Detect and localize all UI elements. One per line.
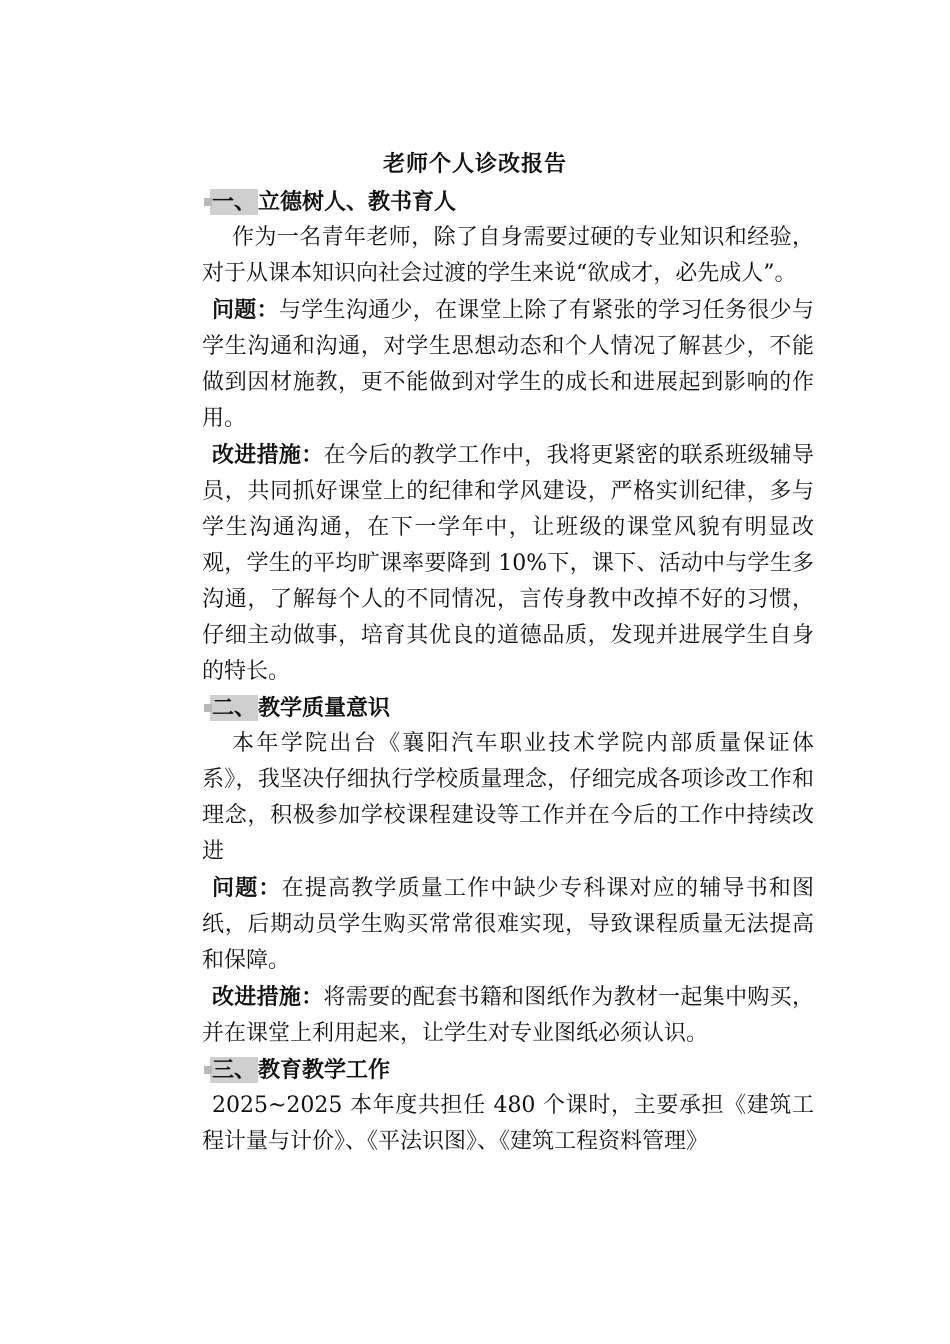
section-number: 二、: [212, 695, 257, 721]
heading-marker-icon: [204, 704, 212, 712]
section-heading-text: 立德树人、教书育人: [258, 189, 457, 215]
heading-marker-icon: [204, 1066, 212, 1074]
problem-label: 问题：: [212, 297, 279, 323]
problem-label: 问题：: [212, 875, 282, 901]
section-heading-2: [210, 690, 814, 726]
section-intro: 本年学院出台《襄阳汽车职业技术学院内部质量保证体系》，我坚决仔细执行学校质量理念，仔细完成各项诊改工作和理念，积极参加学校课程建设等工作并在今后的工作中持续改进: [202, 731, 814, 864]
measure-label: 改进措施：: [212, 984, 324, 1010]
measure-text: 将需要的配套书籍和图纸作为教材一起集中购买，并在课堂上利用起来，让学生对专业图纸必须认识。: [202, 985, 814, 1046]
problem-text: 在提高教学质量工作中缺少专科课对应的辅导书和图纸，后期动员学生购买常常很难实现，导致课程质量无法提高和保障。: [202, 876, 814, 973]
document-body: [202, 184, 814, 1160]
measure-label: 改进措施：: [212, 442, 324, 468]
section-intro: 作为一名青年老师，除了自身需要过硬的专业知识和经验，对于从课本知识向社会过渡的学生来说“欲成才，必先成人”。: [202, 225, 814, 286]
measure-text: 在今后的教学工作中，我将更紧密的联系班级辅导员，共同抓好课堂上的纪律和学风建设，严格实训纪律，多与学生沟通沟通，在下一学年中，让班级的课堂风貌有明显改观，学生的平均旷课率要降到 10%下，课下、活动中与学生多沟通，了解每个人的不同情况，言传身教中改掉不好的习惯，仔细主动做事，培育其优良的道德品质，发现并进展学生自身的特长。: [202, 443, 814, 684]
section-heading-text: 教学质量意识: [258, 695, 391, 721]
section-heading-3: [210, 1052, 814, 1088]
measure-paragraph: [202, 979, 814, 1052]
section-heading-1: [210, 184, 814, 220]
problem-paragraph: [202, 292, 814, 437]
document-title: 老师个人诊改报告: [382, 151, 567, 177]
section-number: 一、: [212, 189, 257, 215]
section-intro: 2025~2025 本年度共担任 480 个课时，主要承担《建筑工程计量与计价》、《平法识图》、《建筑工程资料管理》: [202, 1093, 814, 1154]
problem-paragraph: [202, 870, 814, 979]
heading-marker-icon: [204, 198, 212, 206]
measure-paragraph: [202, 437, 814, 690]
problem-text: 与学生沟通少，在课堂上除了有紧张的学习任务很少与学生沟通和沟通，对学生思想动态和个人情况了解甚少，不能做到因材施教，更不能做到对学生的成长和进展起到影响的作用。: [202, 298, 814, 431]
section-heading-text: 教育教学工作: [258, 1057, 391, 1083]
section-number: 三、: [212, 1057, 257, 1083]
